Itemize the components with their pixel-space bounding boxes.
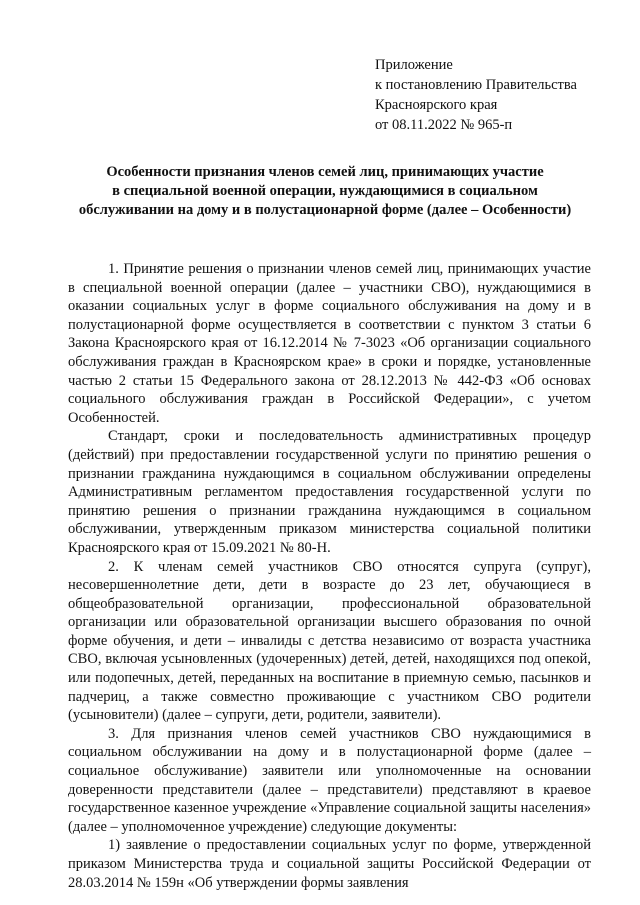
paragraph: 2. К членам семей участников СВО относятся супруга (супруг), несовершеннолетние дети, дети в возрасте до 23 лет, обучающиеся в общеобразовательной организации, профессиональной образовательной организации или образовательной организации высшего образования по очной форме обучения, и дети – инвалиды с детства независимо от возраста участника СВО, включая усыновленных (удочеренных) детей, детей, находящихся под опекой, или подопечных, детей, переданных на воспитание в приемную семью, пасынков и падчериц, а также совместно проживающие с участником СВО родители (усыновители) (далее – супруги, дети, родители, заявители).	[68, 558, 591, 724]
paragraph: 1. Принятие решения о признании членов семей лиц, принимающих участие в специальной военной операции (далее – участники СВО), нуждающимися в оказании социальных услуг в форме социального обслуживания на дому и в полустационарной форме осуществляется в соответствии с пунктом 3 статьи 6 Закона Красноярского края от 16.12.2014 № 7-3023 «Об организации социального обслуживания граждан в Красноярском крае» в сроки и порядке, установленные частью 2 статьи 15 Федерального закона от 28.12.2013 № 442-ФЗ «Об основах социального обслуживания граждан в Российской Федерации», с учетом Особенностей.	[68, 261, 591, 426]
appendix-line: к постановлению Правительства	[375, 77, 577, 93]
document-body	[68, 260, 591, 892]
paragraph: Стандарт, сроки и последовательность административных процедур (действий) при предоставлении государственной услуги по принятию решения о признании гражданина нуждающимся в социальном обслуживании определены Административным регламентом предоставления государственной услуги по принятию решения о признании гражданина нуждающимся в социальном обслуживании, утвержденным приказом министерства социальной политики Красноярского края от 15.09.2021 № 80-Н.	[68, 428, 591, 556]
appendix-line: от 08.11.2022 № 965-п	[375, 117, 513, 133]
title-line: Особенности признания членов семей лиц, принимающих участие	[106, 164, 544, 180]
appendix-line: Приложение	[375, 57, 453, 73]
title-line: обслуживании на дому и в полустационарной форме (далее – Особенности)	[78, 202, 572, 218]
appendix-block	[375, 55, 625, 135]
paragraph: 3. Для признания членов семей участников СВО нуждающимися в социальном обслуживании на дому и в полустационарной форме (далее – социальное обслуживание) заявители или уполномоченные на основании доверенности представители (далее – представители) представляют в краевое государственное казенное учреждение «Управление социальной защиты населения» (далее – уполномоченное учреждение) следующие документы:	[68, 725, 591, 835]
document-title	[60, 163, 590, 220]
title-line: в специальной военной операции, нуждающимися в социальном	[112, 183, 538, 199]
appendix-line: Красноярского края	[375, 97, 498, 113]
paragraph: 1) заявление о предоставлении социальных услуг по форме, утвержденной приказом Министерства труда и социальной защиты Российской Федерации от 28.03.2014 № 159н «Об утверждении формы заявления	[68, 837, 591, 891]
